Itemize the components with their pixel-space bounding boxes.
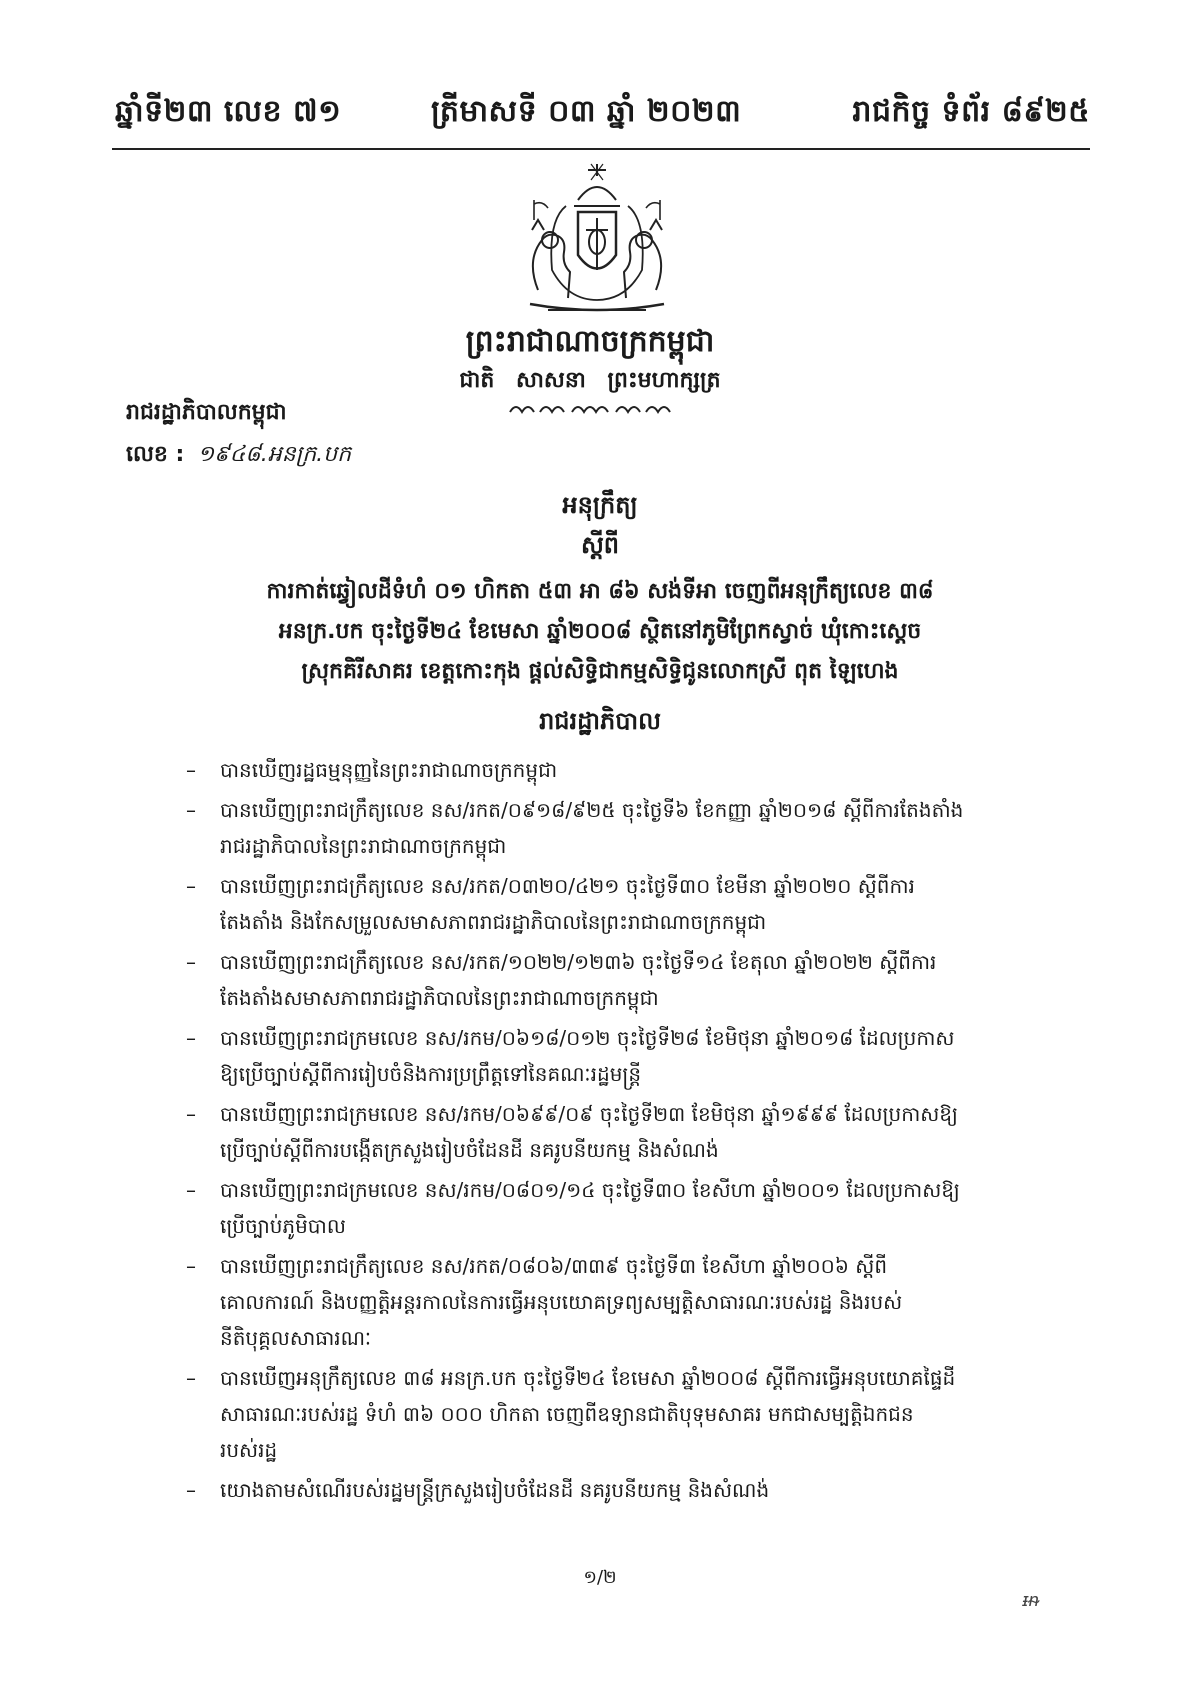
clause-item xyxy=(186,1248,1066,1356)
dash-bullet-icon: – xyxy=(186,758,196,782)
clause-line: បានឃើញព្រះរាជក្រមលេខ នស/រកម/០៦១៨/០១២ ចុះថ្ងៃទី២៨ ខែមិថុនា ឆ្នាំ២០១៨ ដែលប្រកាស xyxy=(220,1026,955,1050)
clause-line: របស់រដ្ឋ xyxy=(220,1438,278,1462)
gazette-header xyxy=(115,92,1090,144)
document-about-label: ស្តីពី xyxy=(580,531,620,559)
clause-line: សាធារណៈរបស់រដ្ឋ ទំហំ ៣៦ ០០០ ហិកតា ចេញពីឧទ្យានជាតិបុទុមសាគរ មកជាសម្បត្តិឯកជន xyxy=(220,1402,914,1426)
header-issue-number: ឆ្នាំទី២៣ លេខ ៧១ xyxy=(115,94,342,129)
document-type: អនុក្រឹត្យ xyxy=(562,491,638,519)
clause-item xyxy=(186,792,1066,864)
clause-line: បានឃើញអនុក្រឹត្យលេខ ៣៨ អនក្រ.បក ចុះថ្ងៃទី២៤ ខែមេសា ឆ្នាំ២០០៨ ស្តីពីការធ្វើអនុបយោគផ្ទៃដី xyxy=(220,1366,956,1390)
clause-line: បានឃើញរដ្ឋធម្មនុញ្ញនៃព្រះរាជាណាចក្រកម្ពុជា xyxy=(220,758,558,782)
dash-bullet-icon: – xyxy=(186,1366,196,1390)
clause-line: គោលការណ៍ និងបញ្ញត្តិអន្តរកាលនៃការធ្វើអនុបយោគទ្រព្យសម្បត្តិសាធារណៈរបស់រដ្ឋ និងរបស់ xyxy=(220,1290,903,1314)
clause-line: បានឃើញព្រះរាជក្រឹត្យលេខ នស/រកត/០៩១៨/៩២៥ ចុះថ្ងៃទី៦ ខែកញ្ញា ឆ្នាំ២០១៨ ស្តីពីការតែងតាំង xyxy=(220,798,964,822)
dash-bullet-icon: – xyxy=(186,1026,196,1050)
clause-line: ប្រើច្បាប់ស្តីពីការបង្កើតក្រសួងរៀបចំដែនដី នគរូបនីយកម្ម និងសំណង់ xyxy=(220,1138,719,1162)
header-quarter: ត្រីមាសទី ០៣ ឆ្នាំ ២០២៣ xyxy=(431,94,742,129)
page-number: ១/២ xyxy=(583,1567,617,1588)
section-heading: រាជរដ្ឋាភិបាល xyxy=(539,707,661,735)
clause-line: យោងតាមសំណើរបស់រដ្ឋមន្ត្រីក្រសួងរៀបចំដែនដី នគរូបនីយកម្ម និងសំណង់ xyxy=(220,1478,770,1502)
royal-coat-of-arms-icon xyxy=(508,160,686,318)
dash-bullet-icon: – xyxy=(186,1478,196,1502)
dash-bullet-icon: – xyxy=(186,950,196,974)
clause-line: បានឃើញព្រះរាជក្រឹត្យលេខ នស/រកត/០៨០៦/៣៣៩ ចុះថ្ងៃទី៣ ខែសីហា ឆ្នាំ២០០៦ ស្តីពី xyxy=(220,1254,888,1278)
header-page-ref: រាជកិច្ច ទំព័រ ៨៩២៥ xyxy=(852,94,1090,129)
document-title xyxy=(180,572,1020,692)
clause-line: តែងតាំងសមាសភាពរាជរដ្ឋាភិបាលនៃព្រះរាជាណាចក្រកម្ពុជា xyxy=(220,986,659,1010)
clause-item xyxy=(186,1172,1066,1244)
clause-line: តែងតាំង និងកែសម្រួលសមាសភាពរាជរដ្ឋាភិបាលនៃព្រះរាជាណាចក្រកម្ពុជា xyxy=(220,910,767,934)
dash-bullet-icon: – xyxy=(186,1102,196,1126)
clause-item xyxy=(186,944,1066,1016)
issuing-government: រាជរដ្ឋាភិបាលកម្ពុជា xyxy=(126,400,287,425)
title-line: ការកាត់ឆ្វៀលដីទំហំ ០១ ហិកតា ៥៣ អា ៨៦ សង់ទីអា ចេញពីអនុក្រឹត្យលេខ ៣៨ xyxy=(266,579,934,604)
reference-number-value: ១៩៤៨.អនក្រ.បក xyxy=(197,442,352,467)
kingdom-name: ព្រះរាជាណាចក្រកម្ពុជា xyxy=(465,324,715,359)
clause-line: នីតិបុគ្គលសាធារណៈ xyxy=(220,1326,372,1350)
corner-mark: ᵻᵰ xyxy=(1022,1590,1039,1611)
title-line: អនក្រ.បក ចុះថ្ងៃទី២៤ ខែមេសា ឆ្នាំ២០០៨ ស្ថិតនៅភូមិព្រែកស្វាច់ ឃុំកោះស្តេច xyxy=(278,619,922,644)
clause-item xyxy=(186,752,1066,788)
clause-line: ប្រើច្បាប់ភូមិបាល xyxy=(220,1214,346,1238)
clause-line: រាជរដ្ឋាភិបាលនៃព្រះរាជាណាចក្រកម្ពុជា xyxy=(220,834,507,858)
clause-line: បានឃើញព្រះរាជក្រឹត្យលេខ នស/រកត/០៣២០/៤២១ ចុះថ្ងៃទី៣០ ខែមីនា ឆ្នាំ២០២០ ស្តីពីការ xyxy=(220,874,915,898)
ornament-divider-icon xyxy=(506,400,676,420)
clause-line: បានឃើញព្រះរាជក្រឹត្យលេខ នស/រកត/១០២២/១២៣៦ ចុះថ្ងៃទី១៤ ខែតុលា ឆ្នាំ២០២២ ស្តីពីការ xyxy=(220,950,937,974)
national-motto: ជាតិ សាសនា ព្រះមហាក្សត្រ xyxy=(459,368,721,393)
dash-bullet-icon: – xyxy=(186,1178,196,1202)
header-divider xyxy=(112,148,1090,150)
preamble-clauses xyxy=(186,752,1066,1512)
clause-item xyxy=(186,868,1066,940)
reference-number-label: លេខ : xyxy=(126,442,185,467)
clause-item xyxy=(186,1472,1066,1508)
dash-bullet-icon: – xyxy=(186,874,196,898)
clause-line: បានឃើញព្រះរាជក្រមលេខ នស/រកម/០៦៩៩/០៩ ចុះថ្ងៃទី២៣ ខែមិថុនា ឆ្នាំ១៩៩៩ ដែលប្រកាសឱ្យ xyxy=(220,1102,958,1126)
clause-line: ឱ្យប្រើច្បាប់ស្តីពីការរៀបចំនិងការប្រព្រឹត្តទៅនៃគណៈរដ្ឋមន្ត្រី xyxy=(220,1062,642,1086)
title-line: ស្រុកគិរីសាគរ ខេត្តកោះកុង ផ្តល់សិទ្ធិជាកម្មសិទ្ធិជូនលោកស្រី ពុត ឡៃហេង xyxy=(301,659,899,684)
clause-item xyxy=(186,1096,1066,1168)
clause-item xyxy=(186,1360,1066,1468)
reference-number xyxy=(126,440,351,472)
dash-bullet-icon: – xyxy=(186,1254,196,1278)
clause-item xyxy=(186,1020,1066,1092)
dash-bullet-icon: – xyxy=(186,798,196,822)
clause-line: បានឃើញព្រះរាជក្រមលេខ នស/រកម/០៨០១/១៤ ចុះថ្ងៃទី៣០ ខែសីហា ឆ្នាំ២០០១ ដែលប្រកាសឱ្យ xyxy=(220,1178,960,1202)
